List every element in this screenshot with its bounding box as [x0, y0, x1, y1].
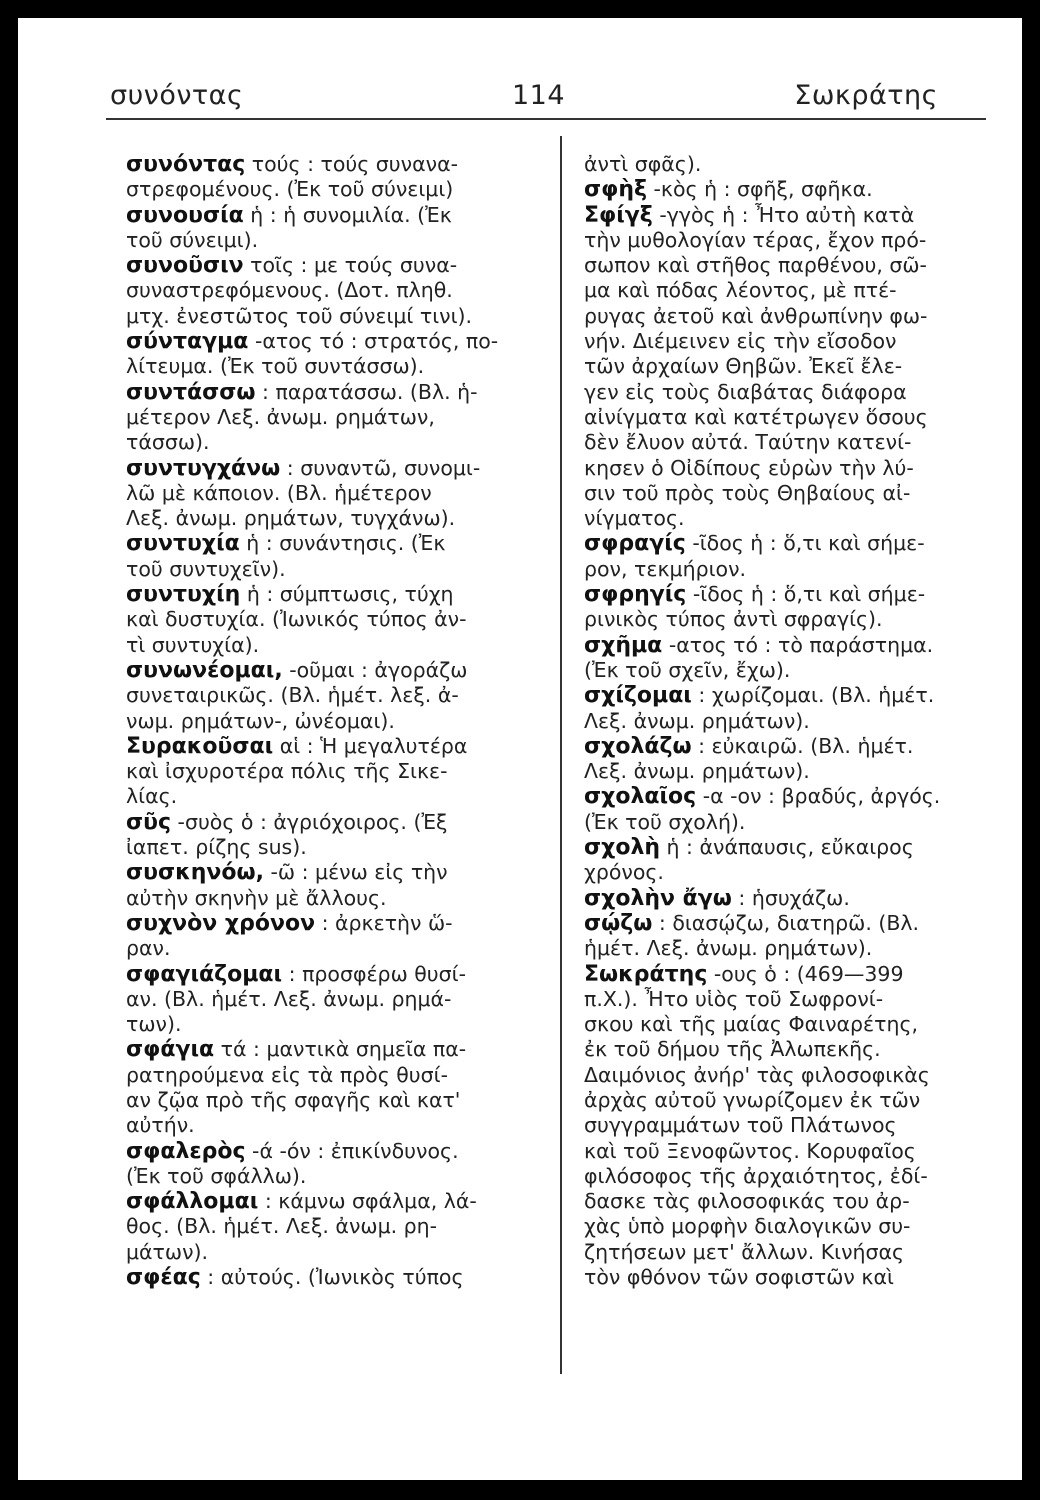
- dictionary-line: [584, 456, 996, 481]
- dictionary-line: [584, 253, 996, 278]
- dictionary-line: [126, 430, 546, 455]
- definition-text: χὰς ὑπὸ μορφὴν διαλογικῶν συ-: [584, 1214, 911, 1239]
- dictionary-line: [126, 810, 546, 835]
- dictionary-line: [584, 329, 996, 354]
- definition-text: -ῖδος ἡ : ὅ,τι καὶ σήμε-: [685, 531, 925, 556]
- headword: σῦς: [126, 809, 172, 835]
- definition-text: τὶ συντυχία).: [126, 632, 260, 657]
- dictionary-line: [584, 860, 996, 885]
- headword: σφαλερὸς: [126, 1138, 246, 1164]
- headword: Συρακοῦσαι: [126, 733, 274, 759]
- headword: σχολὴ: [584, 835, 661, 861]
- headword: Σφίγξ: [584, 202, 653, 228]
- headword: συντυχία: [126, 531, 240, 557]
- definition-text: μα καὶ πόδας λέοντος, μὲ πτέ-: [584, 278, 897, 303]
- dictionary-line: [584, 1037, 996, 1062]
- dictionary-line: [584, 1012, 996, 1037]
- headword: σύνταγμα: [126, 329, 249, 355]
- definition-text: μάτων).: [126, 1239, 209, 1264]
- definition-text: ἡ : συνάντησις. (Ἐκ: [239, 531, 446, 556]
- dictionary-line: [126, 582, 546, 607]
- headword: Σωκράτης: [584, 961, 708, 987]
- dictionary-line: [126, 1088, 546, 1113]
- definition-text: τοῦ συντυχεῖν).: [126, 556, 286, 581]
- dictionary-line: [126, 481, 546, 506]
- running-head-right: Σωκράτης: [794, 80, 938, 111]
- dictionary-line: [126, 1164, 546, 1189]
- headword: συνόντας: [126, 152, 246, 177]
- running-head-left: συνόντας: [110, 80, 244, 111]
- headword: συντυγχάνω: [126, 455, 281, 481]
- definition-text: νωμ. ρημάτων-, ὠνέομαι).: [126, 708, 395, 733]
- definition-text: φιλόσοφος τῆς ἀρχαιότητος, ἐδί-: [584, 1163, 928, 1188]
- dictionary-line: [584, 557, 996, 582]
- dictionary-line: [584, 911, 996, 936]
- dictionary-line: [126, 278, 546, 303]
- dictionary-line: [584, 1113, 996, 1138]
- definition-text: -οῦμαι : ἀγοράζω: [282, 657, 468, 682]
- dictionary-line: [126, 860, 546, 885]
- headword: σχολαῖος: [584, 784, 697, 810]
- dictionary-line: [126, 405, 546, 430]
- definition-text: -κὸς ἡ : σφῆξ, σφῆκα.: [647, 177, 873, 202]
- dictionary-line: [584, 835, 996, 860]
- dictionary-line: [126, 784, 546, 809]
- dictionary-line: [584, 582, 996, 607]
- dictionary-line: [584, 734, 996, 759]
- headword: συνουσία: [126, 202, 244, 228]
- dictionary-line: [584, 1265, 996, 1290]
- dictionary-line: [584, 658, 996, 683]
- definition-text: ἀρχὰς αὐτοῦ γνωρίζομεν ἐκ τῶν: [584, 1087, 921, 1112]
- dictionary-line: [126, 987, 546, 1012]
- headword: σφάλλομαι: [126, 1189, 259, 1215]
- dictionary-line: [126, 506, 546, 531]
- definition-text: -ους ὁ : (469—399: [707, 961, 904, 986]
- definition-text: ρατηρούμενα εἰς τὰ πρὸς θυσί-: [126, 1062, 448, 1087]
- definition-text: σωπον καὶ στῆθος παρθένου, σῶ-: [584, 253, 927, 278]
- dictionary-line: [584, 228, 996, 253]
- definition-text: συγγραμμάτων τοῦ Πλάτωνος: [584, 1113, 897, 1138]
- definition-text: ρινικὸς τύπος ἀντὶ σφραγίς).: [584, 607, 883, 632]
- definition-text: γεν εἰς τοὺς διαβάτας διάφορα: [584, 379, 907, 404]
- definition-text: -ῶ : μένω εἰς τὴν: [264, 860, 448, 885]
- headword: σφάγια: [126, 1037, 215, 1063]
- definition-text: τοῖς : με τούς συνα-: [243, 253, 458, 278]
- definition-text: τοῦ σύνειμι).: [126, 227, 259, 252]
- definition-text: λίας.: [126, 784, 178, 809]
- dictionary-line: [126, 886, 546, 911]
- dictionary-line: [584, 1088, 996, 1113]
- dictionary-line: [584, 709, 996, 734]
- definition-text: αν. (Βλ. ἡμέτ. Λεξ. ἀνωμ. ρημά-: [126, 986, 452, 1011]
- definition-text: τούς : τούς συνανα-: [245, 152, 458, 176]
- definition-text: : διασῴζω, διατηρῶ. (Βλ.: [652, 910, 920, 935]
- definition-text: ἰαπετ. ρίζης sus).: [126, 835, 307, 860]
- dictionary-line: [126, 557, 546, 582]
- left-column: [126, 152, 546, 1290]
- dictionary-line: [126, 456, 546, 481]
- dictionary-line: [584, 633, 996, 658]
- definition-text: αἱ : Ἡ μεγαλυτέρα: [273, 733, 468, 758]
- dictionary-line: [126, 633, 546, 658]
- headword: σφραγίς: [584, 531, 686, 557]
- dictionary-line: [126, 329, 546, 354]
- dictionary-line: [584, 810, 996, 835]
- headword: συντάσσω: [126, 379, 256, 405]
- definition-text: -α -ον : βραδύς, ἀργός.: [696, 784, 941, 809]
- dictionary-line: [126, 835, 546, 860]
- definition-text: αν ζῷα πρὸ τῆς σφαγῆς καὶ κατ': [126, 1087, 461, 1112]
- definition-text: δασκε τὰς φιλοσοφικάς του ἀρ-: [584, 1189, 910, 1214]
- definition-text: π.Χ.). Ἦτο υἱὸς τοῦ Σωφρονί-: [584, 986, 884, 1011]
- definition-text: ἐκ τοῦ δήμου τῆς Ἀλωπεκῆς.: [584, 1037, 881, 1062]
- definition-text: Λεξ. ἀνωμ. ρημάτων).: [584, 708, 810, 733]
- headword: σχῆμα: [584, 632, 663, 658]
- definition-text: -ῖδος ἡ : ὅ,τι καὶ σήμε-: [686, 582, 926, 607]
- definition-text: τὴν μυθολογίαν τέρας, ἔχον πρό-: [584, 227, 927, 252]
- dictionary-line: [584, 962, 996, 987]
- definition-text: ἡ : ἡ συνομιλία. (Ἐκ: [243, 202, 452, 227]
- definition-text: λίτευμα. (Ἐκ τοῦ συντάσσω).: [126, 354, 425, 379]
- headword: συσκηνόω,: [126, 860, 264, 886]
- definition-text: σιν τοῦ πρὸς τοὺς Θηβαίους αἰ-: [584, 480, 911, 505]
- definition-text: Λεξ. ἀνωμ. ρημάτων, τυγχάνω).: [126, 506, 456, 531]
- dictionary-line: [584, 531, 996, 556]
- definition-text: σκου καὶ τῆς μαίας Φαιναρέτης,: [584, 1012, 919, 1037]
- dictionary-line: [584, 886, 996, 911]
- definition-text: τάσσω).: [126, 430, 210, 455]
- header-rule: [106, 118, 986, 120]
- dictionary-line: [584, 607, 996, 632]
- definition-text: : ἀρκετὴν ὥ-: [315, 910, 453, 935]
- definition-text: νήν. Διέμεινεν εἰς τὴν εἴσοδον: [584, 329, 897, 354]
- dictionary-line: [584, 405, 996, 430]
- dictionary-line: [126, 759, 546, 784]
- headword: σχίζομαι: [584, 683, 692, 709]
- definition-text: δὲν ἔλυον αὐτά. Ταύτην κατενί-: [584, 430, 912, 455]
- definition-text: μτχ. ἐνεστῶτος τοῦ σύνειμί τινι).: [126, 303, 473, 328]
- dictionary-line: [126, 1139, 546, 1164]
- page-number: 114: [512, 80, 566, 111]
- dictionary-line: [126, 1012, 546, 1037]
- definition-text: : παρατάσσω. (Βλ. ἡ-: [255, 379, 478, 404]
- definition-text: αὐτήν.: [126, 1113, 195, 1138]
- definition-text: καὶ ἰσχυροτέρα πόλις τῆς Σικε-: [126, 759, 448, 784]
- dictionary-line: [126, 152, 546, 177]
- definition-text: στρεφομένους. (Ἐκ τοῦ σύνειμι): [126, 177, 454, 202]
- definition-text: ρον, τεκμήριον.: [584, 556, 747, 581]
- dictionary-line: [126, 1037, 546, 1062]
- definition-text: ἡμέτ. Λεξ. ἀνωμ. ρημάτων).: [584, 936, 873, 961]
- dictionary-line: [126, 1063, 546, 1088]
- definition-text: -ατος τό : στρατός, πο-: [248, 329, 499, 354]
- definition-text: : ἡσυχάζω.: [731, 885, 850, 910]
- dictionary-line: [584, 278, 996, 303]
- definition-text: ἡ : ἀνάπαυσις, εὔκαιρος: [660, 835, 914, 860]
- definition-text: -ά -όν : ἐπικίνδυνος.: [245, 1138, 459, 1163]
- definition-text: νίγματος.: [584, 506, 685, 531]
- definition-text: -ατος τό : τὸ παράστημα.: [662, 632, 934, 657]
- headword: συνωνέομαι,: [126, 657, 283, 683]
- dictionary-line: [126, 683, 546, 708]
- definition-text: (Ἐκ τοῦ σφάλλω).: [126, 1163, 307, 1188]
- headword: σῴζω: [584, 910, 653, 936]
- dictionary-line: [584, 354, 996, 379]
- definition-text: συναστρεφόμενους. (Δοτ. πληθ.: [126, 278, 453, 303]
- dictionary-line: [584, 1164, 996, 1189]
- dictionary-line: [584, 152, 996, 177]
- definition-text: : συναντῶ, συνομι-: [280, 455, 481, 480]
- definition-text: μέτερον Λεξ. ἀνωμ. ρημάτων,: [126, 404, 435, 429]
- dictionary-line: [584, 380, 996, 405]
- definition-text: : προσφέρω θυσί-: [282, 961, 466, 986]
- dictionary-line: [584, 430, 996, 455]
- headword: σχολὴν ἄγω: [584, 885, 732, 911]
- dictionary-line: [126, 1113, 546, 1138]
- dictionary-line: [584, 759, 996, 784]
- definition-text: χρόνος.: [584, 860, 664, 885]
- dictionary-line: [126, 203, 546, 228]
- page: [18, 18, 1022, 1480]
- dictionary-line: [126, 1214, 546, 1239]
- dictionary-line: [584, 1139, 996, 1164]
- dictionary-line: [126, 962, 546, 987]
- dictionary-line: [584, 481, 996, 506]
- dictionary-line: [584, 1214, 996, 1239]
- dictionary-line: [584, 506, 996, 531]
- definition-text: -γγὸς ἡ : Ἦτο αὐτὴ κατὰ: [652, 202, 915, 227]
- dictionary-line: [126, 531, 546, 556]
- definition-text: λῶ μὲ κάποιον. (Βλ. ἡμέτερον: [126, 480, 432, 505]
- dictionary-line: [126, 177, 546, 202]
- dictionary-line: [126, 1189, 546, 1214]
- definition-text: ζητήσεων μετ' ἄλλων. Κινήσας: [584, 1239, 905, 1264]
- headword: σφέας: [126, 1265, 201, 1291]
- definition-text: : κάμνω σφάλμα, λά-: [258, 1189, 477, 1214]
- headword: συχνὸν χρόνον: [126, 910, 316, 936]
- definition-text: ραν.: [126, 936, 171, 961]
- definition-text: θος. (Βλ. ἡμέτ. Λεξ. ἀνωμ. ρη-: [126, 1214, 438, 1239]
- dictionary-line: [126, 658, 546, 683]
- definition-text: : εὐκαιρῶ. (Βλ. ἡμέτ.: [691, 733, 914, 758]
- definition-text: αὐτὴν σκηνὴν μὲ ἄλλους.: [126, 885, 387, 910]
- dictionary-line: [126, 709, 546, 734]
- definition-text: καὶ δυστυχία. (Ἰωνικός τύπος ἀν-: [126, 607, 467, 632]
- dictionary-line: [126, 228, 546, 253]
- dictionary-line: [584, 304, 996, 329]
- headword: σφαγιάζομαι: [126, 961, 283, 987]
- definition-text: κησεν ὁ Οἰδίπους εὑρὼν τὴν λύ-: [584, 455, 914, 480]
- definition-text: -συὸς ὁ : ἀγριόχοιρος. (Ἐξ: [171, 809, 448, 834]
- dictionary-line: [126, 1240, 546, 1265]
- definition-text: (Ἐκ τοῦ σχολή).: [584, 809, 746, 834]
- dictionary-line: [126, 607, 546, 632]
- headword: συντυχίη: [126, 582, 241, 608]
- definition-text: τά : μαντικὰ σημεῖα πα-: [214, 1037, 467, 1062]
- dictionary-line: [584, 683, 996, 708]
- column-divider: [560, 136, 562, 1374]
- right-column: [584, 152, 996, 1290]
- headword: σφρηγίς: [584, 582, 687, 608]
- headword: σφὴξ: [584, 177, 648, 203]
- dictionary-line: [126, 734, 546, 759]
- dictionary-line: [126, 911, 546, 936]
- definition-text: : αὐτούς. (Ἰωνικὸς τύπος: [200, 1265, 464, 1290]
- dictionary-line: [584, 203, 996, 228]
- dictionary-line: [584, 177, 996, 202]
- definition-text: τὸν φθόνον τῶν σοφιστῶν καὶ: [584, 1265, 894, 1290]
- dictionary-line: [584, 784, 996, 809]
- dictionary-line: [126, 304, 546, 329]
- dictionary-line: [584, 987, 996, 1012]
- definition-text: των).: [126, 1012, 182, 1037]
- dictionary-line: [584, 1063, 996, 1088]
- dictionary-line: [126, 354, 546, 379]
- dictionary-line: [126, 253, 546, 278]
- dictionary-line: [584, 1189, 996, 1214]
- definition-text: τῶν ἀρχαίων Θηβῶν. Ἐκεῖ ἔλε-: [584, 354, 903, 379]
- headword: σχολάζω: [584, 733, 692, 759]
- dictionary-line: [126, 380, 546, 405]
- dictionary-line: [126, 1265, 546, 1290]
- dictionary-line: [584, 936, 996, 961]
- definition-text: (Ἐκ τοῦ σχεῖν, ἔχω).: [584, 657, 791, 682]
- definition-text: Δαιμόνιος ἀνήρ' τὰς φιλοσοφικὰς: [584, 1062, 930, 1087]
- dictionary-line: [584, 1240, 996, 1265]
- dictionary-line: [126, 936, 546, 961]
- definition-text: αἰνίγματα καὶ κατέτρωγεν ὅσους: [584, 404, 928, 429]
- definition-text: ρυγας ἀετοῦ καὶ ἀνθρωπίνην φω-: [584, 303, 928, 328]
- definition-text: ἀντὶ σφᾶς).: [584, 152, 702, 176]
- definition-text: συνεταιρικῶς. (Βλ. ἡμέτ. λεξ. ἀ-: [126, 683, 459, 708]
- headword: συνοῦσιν: [126, 253, 244, 279]
- definition-text: Λεξ. ἀνωμ. ρημάτων).: [584, 759, 810, 784]
- definition-text: : χωρίζομαι. (Βλ. ἡμέτ.: [691, 683, 935, 708]
- definition-text: καὶ τοῦ Ξενοφῶντος. Κορυφαῖος: [584, 1138, 916, 1163]
- definition-text: ἡ : σύμπτωσις, τύχη: [240, 582, 454, 607]
